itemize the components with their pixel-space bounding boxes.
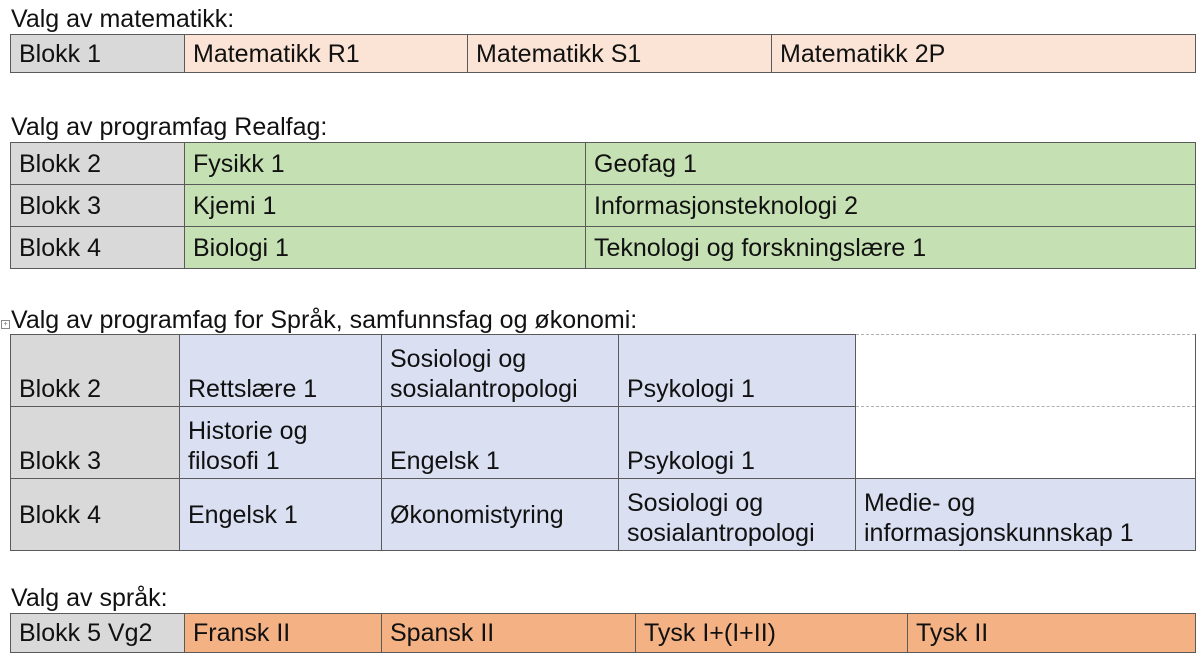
table-cell: Kjemi 1 <box>185 185 586 227</box>
table-cell: Fysikk 1 <box>185 143 586 185</box>
math-table <box>10 34 1196 73</box>
cell-line: sosialantropologi <box>390 375 578 403</box>
table-row <box>11 35 1196 73</box>
realfag-table <box>10 142 1196 269</box>
table-row <box>11 479 1196 551</box>
table-cell: Engelsk 1 <box>180 479 382 551</box>
table-cell: Engelsk 1 <box>382 407 619 479</box>
table-row <box>11 185 1196 227</box>
cell-line: Sosiologi og <box>627 489 764 517</box>
cell-line: Medie- og <box>864 489 976 517</box>
table-row <box>11 335 1196 407</box>
table-cell: Teknologi og forskningslære 1 <box>586 227 1196 269</box>
empty-cell <box>856 407 1196 479</box>
row-label: Blokk 3 <box>11 407 180 479</box>
table-cell <box>382 335 619 407</box>
math-heading: Valg av matematikk: <box>11 5 235 33</box>
table-row <box>11 227 1196 269</box>
cell-fransk-ii: Fransk II <box>185 614 382 653</box>
empty-cell <box>856 335 1196 407</box>
row-label: Blokk 4 <box>11 479 180 551</box>
table-row <box>11 407 1196 479</box>
table-cell: Geofag 1 <box>586 143 1196 185</box>
row-label: Blokk 4 <box>11 227 185 269</box>
cell-tysk-ii: Tysk II <box>908 614 1196 653</box>
cell-line: informasjonskunnskap 1 <box>864 519 1134 547</box>
realfag-heading: Valg av programfag Realfag: <box>11 113 328 141</box>
cell-line: filosofi 1 <box>188 447 280 475</box>
row-label-blokk-1: Blokk 1 <box>11 35 185 73</box>
cell-line: Sosiologi og <box>390 345 527 373</box>
row-label: Blokk 2 <box>11 335 180 407</box>
cell-spansk-ii: Spansk II <box>382 614 636 653</box>
cell-matematikk-r1: Matematikk R1 <box>185 35 468 73</box>
cell-tysk-i-ii: Tysk I+(I+II) <box>636 614 908 653</box>
table-cell: Biologi 1 <box>185 227 586 269</box>
table-row <box>11 143 1196 185</box>
table-cell: Rettslære 1 <box>180 335 382 407</box>
table-cell: Informasjonsteknologi 2 <box>586 185 1196 227</box>
cell-line: sosialantropologi <box>627 519 815 547</box>
cell-line: Historie og <box>188 417 308 445</box>
cell-matematikk-2p: Matematikk 2P <box>772 35 1196 73</box>
cell-matematikk-s1: Matematikk S1 <box>468 35 772 73</box>
row-label: Blokk 3 <box>11 185 185 227</box>
table-row <box>11 614 1196 653</box>
table-cell <box>619 479 856 551</box>
sprak-heading: Valg av språk: <box>11 584 168 612</box>
table-move-handle-icon[interactable]: + <box>1 320 10 329</box>
table-cell: Økonomistyring <box>382 479 619 551</box>
sprak-samf-table <box>10 334 1196 551</box>
table-cell: Psykologi 1 <box>619 335 856 407</box>
row-label-blokk-5-vg2: Blokk 5 Vg2 <box>11 614 185 653</box>
row-label: Blokk 2 <box>11 143 185 185</box>
sprak-samf-heading: Valg av programfag for Språk, samfunnsfag og økonomi: <box>11 306 638 334</box>
table-cell <box>856 479 1196 551</box>
table-cell: Psykologi 1 <box>619 407 856 479</box>
sprak-table <box>10 613 1196 653</box>
table-cell <box>180 407 382 479</box>
